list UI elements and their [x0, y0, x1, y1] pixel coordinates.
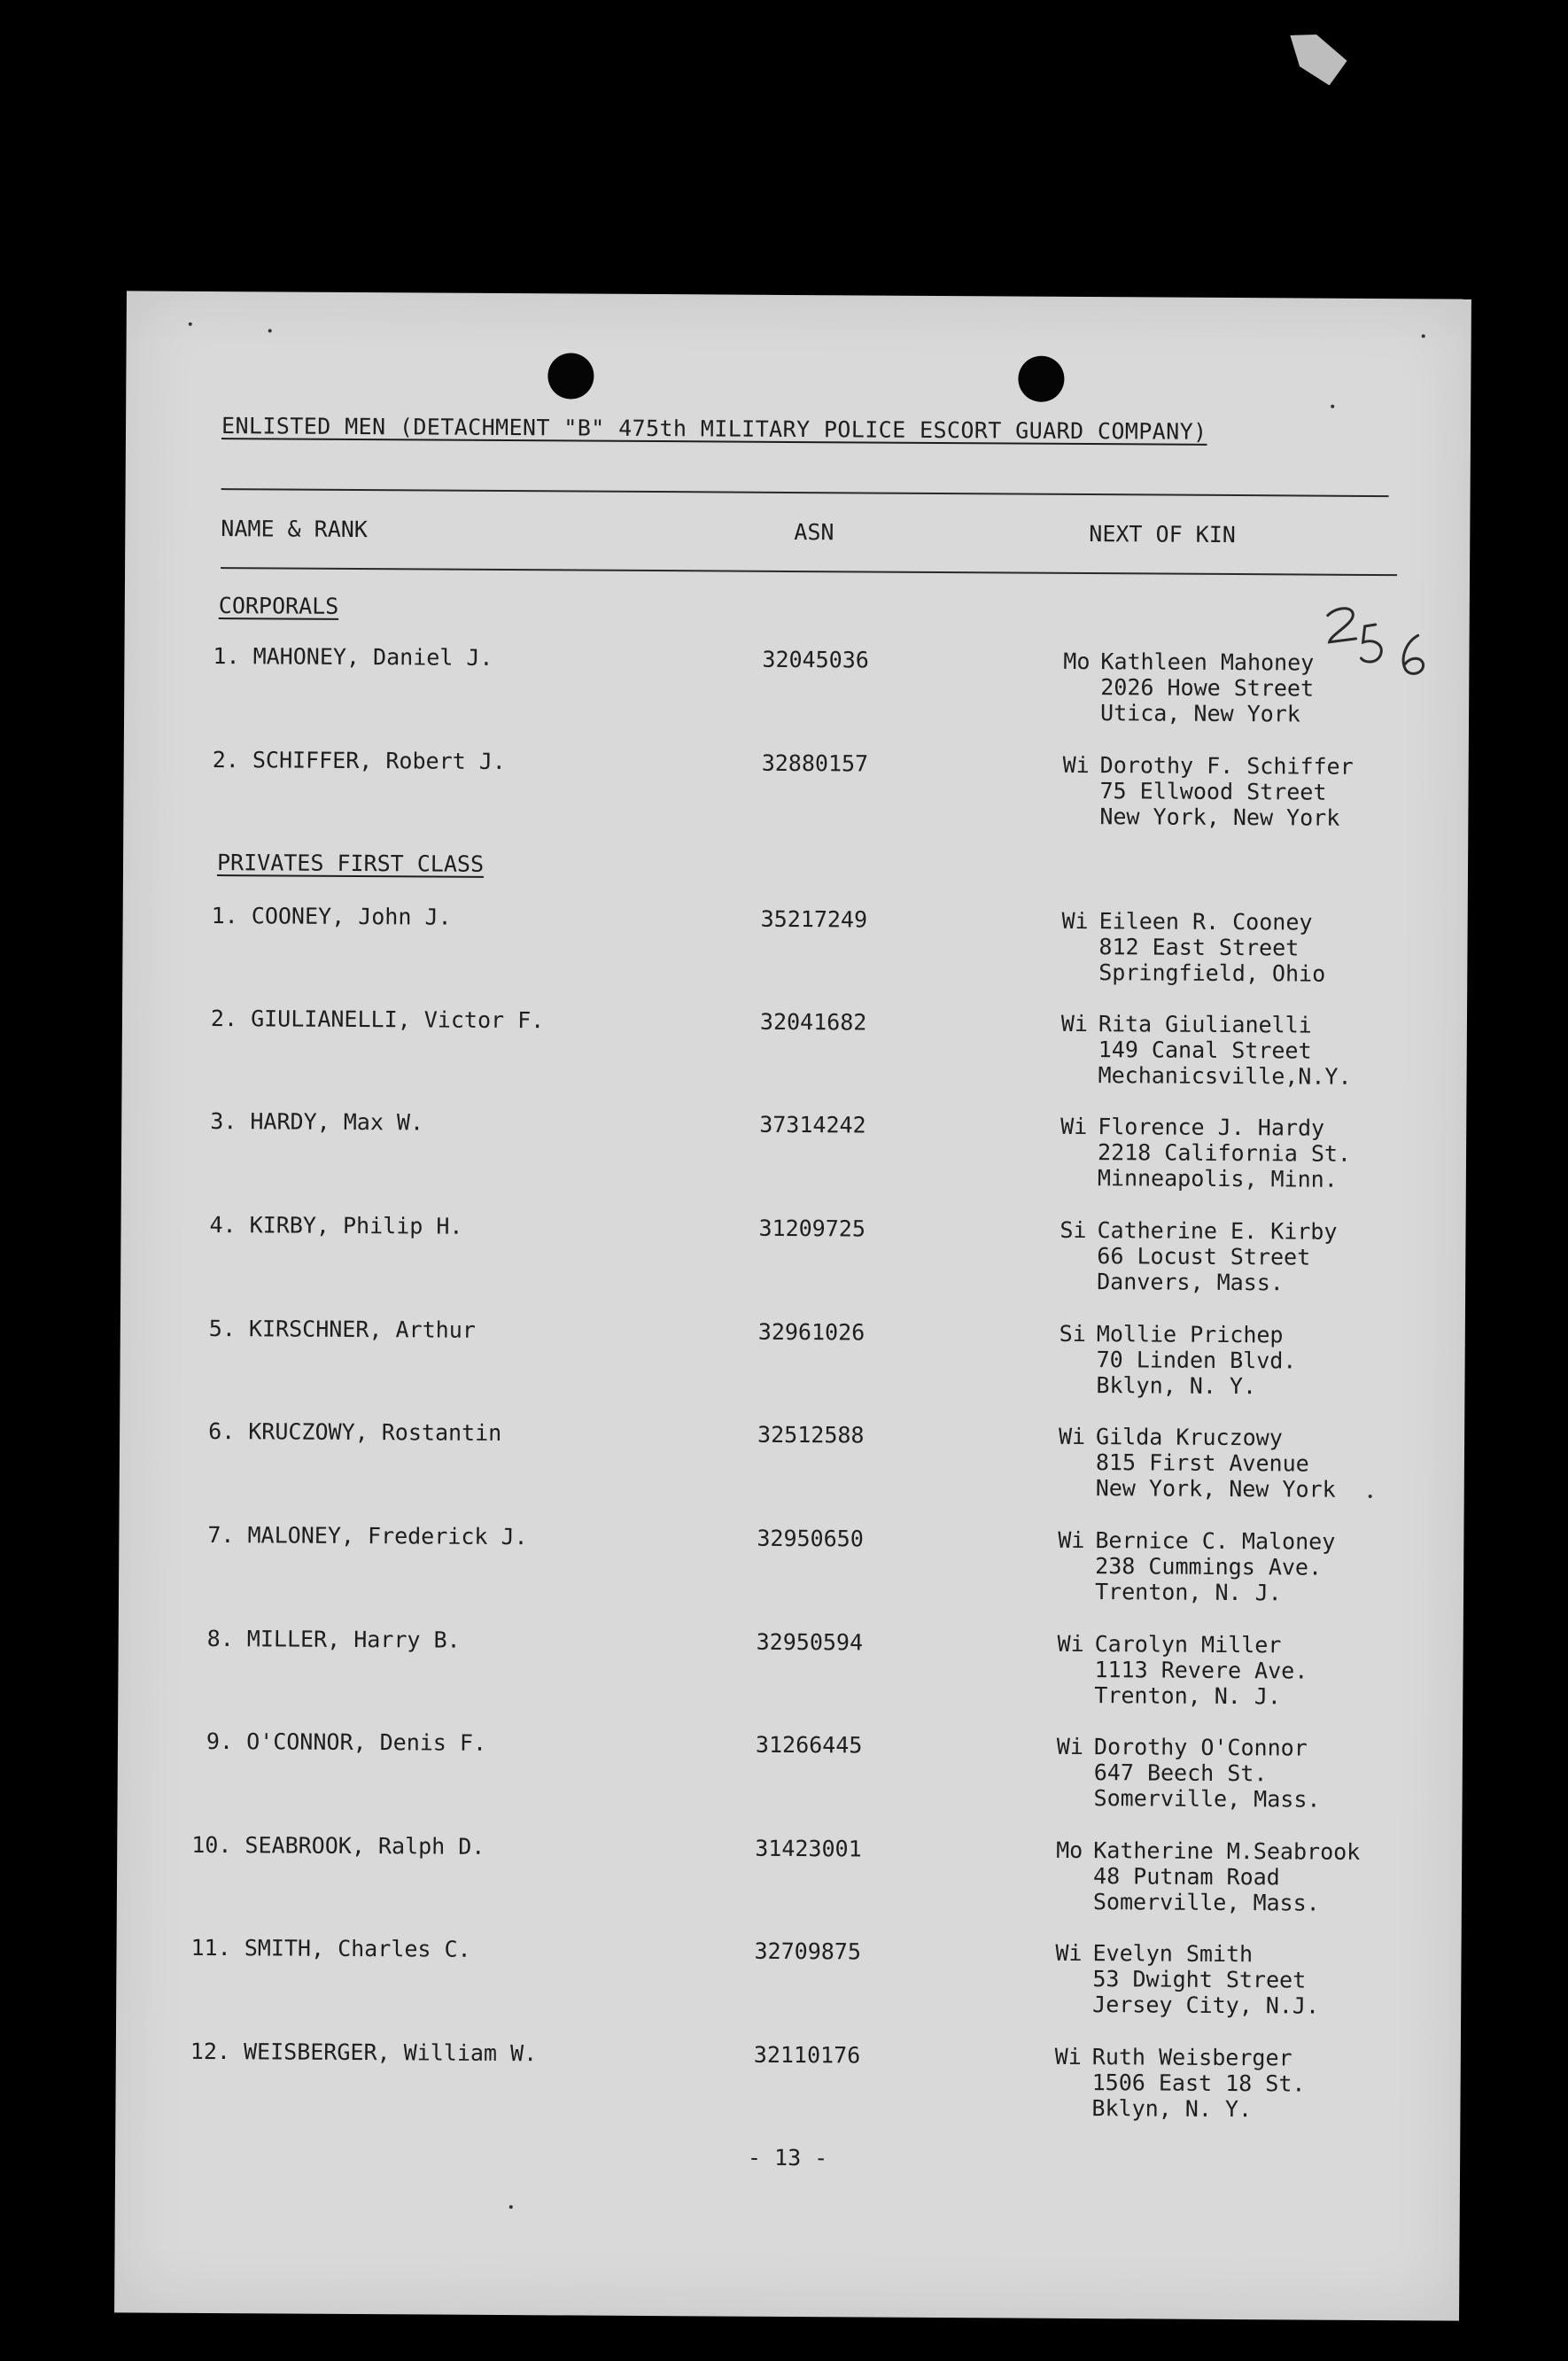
- entry-next-of-kin: [1095, 1527, 1335, 1606]
- kin-street: 2218 California St.: [1097, 1139, 1352, 1167]
- document-page: [114, 291, 1471, 2320]
- kin-street: 1113 Revere Ave.: [1094, 1657, 1308, 1684]
- kin-name: Katherine M.Seabrook: [1093, 1837, 1361, 1865]
- column-header-rule: [221, 567, 1397, 576]
- roster-entry: [118, 1728, 1463, 1815]
- kin-street: 812 East Street: [1098, 934, 1300, 961]
- entry-next-of-kin: [1092, 1940, 1319, 2019]
- kin-city: Trenton, N. J.: [1094, 1579, 1282, 1606]
- entry-asn: 31209725: [758, 1215, 866, 1242]
- entry-relation: Wi: [1060, 1010, 1089, 1037]
- entry-relation: Wi: [1061, 907, 1089, 935]
- entry-asn: 32961026: [757, 1318, 866, 1346]
- entry-name-rank: 8. MILLER, Harry B.: [206, 1625, 461, 1653]
- entry-next-of-kin: [1099, 752, 1354, 831]
- kin-city: Springfield, Ohio: [1098, 959, 1326, 987]
- entry-asn: 32950650: [757, 1525, 864, 1552]
- roster-entry: [116, 1934, 1462, 2022]
- paper-speck: [1331, 405, 1334, 408]
- punch-hole: [547, 353, 594, 399]
- kin-street: 1506 East 18 St.: [1091, 2070, 1306, 2097]
- paper-speck: [268, 329, 272, 332]
- roster-entry: [120, 1211, 1466, 1299]
- entry-asn: 31266445: [755, 1731, 863, 1759]
- kin-city: Trenton, N. J.: [1094, 1682, 1282, 1710]
- kin-street: 238 Cummings Ave.: [1095, 1553, 1323, 1580]
- entry-name-rank: 3. HARDY, Max W.: [210, 1107, 424, 1136]
- kin-name: Evelyn Smith: [1092, 1940, 1254, 1968]
- kin-name: Ruth Weisberger: [1091, 2044, 1292, 2071]
- roster-entry: [119, 1521, 1464, 1609]
- kin-street: 815 First Avenue: [1095, 1449, 1309, 1477]
- kin-street: 66 Locust Street: [1097, 1243, 1311, 1270]
- kin-city: New York, New York: [1099, 804, 1340, 831]
- paper-speck: [1369, 1495, 1372, 1498]
- roster-entry: [118, 1625, 1463, 1713]
- entry-name-rank: 1. COONEY, John J.: [211, 902, 452, 930]
- paper-scrap: [1279, 27, 1352, 88]
- kin-name: Rita Giulianelli: [1098, 1011, 1312, 1038]
- entry-asn: 37314242: [759, 1111, 866, 1138]
- kin-city: Somerville, Mass.: [1093, 1785, 1321, 1813]
- entry-next-of-kin: [1098, 908, 1325, 987]
- entry-relation: Si: [1060, 1216, 1087, 1244]
- section-heading-corporals: CORPORALS: [218, 593, 339, 619]
- entry-name-rank: 6. KRUCZOWY, Rostantin: [208, 1417, 502, 1446]
- column-header-asn: ASN: [794, 518, 834, 546]
- entry-next-of-kin: [1098, 1011, 1353, 1090]
- kin-street: 75 Ellwood Street: [1099, 778, 1327, 805]
- kin-city: Bklyn, N. Y.: [1096, 1372, 1257, 1400]
- roster-entry: [117, 1831, 1463, 1919]
- entry-asn: 32041682: [759, 1008, 867, 1036]
- kin-name: Bernice C. Maloney: [1095, 1527, 1336, 1555]
- roster-entry: [120, 1417, 1465, 1505]
- kin-name: Dorothy F. Schiffer: [1099, 752, 1354, 780]
- entry-next-of-kin: [1100, 648, 1314, 726]
- punch-hole: [1018, 356, 1064, 402]
- entry-name-rank: 12. WEISBERGER, William W.: [190, 2038, 538, 2067]
- entry-asn: 32110176: [753, 2041, 861, 2069]
- entry-relation: Wi: [1062, 751, 1090, 779]
- entry-next-of-kin: [1097, 1217, 1337, 1296]
- column-header-name-rank: NAME & RANK: [221, 516, 369, 543]
- entry-asn: 32880157: [761, 749, 869, 777]
- entry-next-of-kin: [1096, 1321, 1296, 1399]
- kin-street: 70 Linden Blvd.: [1096, 1347, 1297, 1374]
- kin-city: Bklyn, N. Y.: [1091, 2095, 1253, 2123]
- column-header-next-of-kin: NEXT OF KIN: [1089, 521, 1236, 548]
- entry-relation: Wi: [1058, 1423, 1086, 1450]
- kin-street: 48 Putnam Road: [1092, 1863, 1280, 1891]
- section-heading-privates-first-class: PRIVATES FIRST CLASS: [216, 850, 485, 877]
- entry-asn: 31423001: [755, 1835, 862, 1862]
- header-rule: [221, 488, 1389, 497]
- kin-street: 647 Beech St.: [1093, 1759, 1268, 1787]
- entry-name-rank: 5. KIRSCHNER, Arthur: [208, 1315, 476, 1343]
- entry-name-rank: 2. SCHIFFER, Robert J.: [212, 746, 506, 775]
- entry-relation: Mo: [1063, 648, 1091, 675]
- kin-city: Utica, New York: [1100, 700, 1300, 727]
- entry-relation: Wi: [1056, 1733, 1084, 1760]
- kin-street: 53 Dwight Street: [1092, 1966, 1307, 1993]
- kin-street: 2026 Howe Street: [1100, 674, 1315, 702]
- paper-speck: [1422, 334, 1425, 338]
- entry-relation: Mo: [1056, 1837, 1083, 1864]
- kin-city: Danvers, Mass.: [1097, 1269, 1284, 1296]
- entry-next-of-kin: [1094, 1734, 1321, 1813]
- entry-next-of-kin: [1098, 1114, 1352, 1192]
- roster-entry: [120, 1315, 1465, 1402]
- paper-speck: [509, 2205, 513, 2209]
- kin-name: Mollie Prichep: [1096, 1321, 1284, 1348]
- roster-entry: [115, 2038, 1461, 2125]
- kin-city: Minneapolis, Minn.: [1097, 1165, 1338, 1192]
- paper-speck: [189, 322, 192, 326]
- kin-name: Catherine E. Kirby: [1097, 1217, 1338, 1245]
- roster-entry: [122, 1005, 1468, 1092]
- kin-city: Jersey City, N.J.: [1092, 1992, 1320, 2019]
- kin-name: Florence J. Hardy: [1098, 1114, 1325, 1141]
- roster-entry: [123, 746, 1469, 834]
- document-title: ENLISTED MEN (DETACHMENT "B" 475th MILITARY POLICE ESCORT GUARD COMPANY): [221, 413, 1207, 445]
- entry-asn: 35217249: [760, 905, 868, 933]
- entry-relation: Wi: [1058, 1526, 1085, 1554]
- entry-relation: Wi: [1055, 1939, 1083, 1967]
- entry-relation: Wi: [1060, 1113, 1088, 1140]
- entry-name-rank: 7. MALONEY, Frederick J.: [207, 1521, 528, 1550]
- entry-name-rank: 10. SEABROOK, Ralph D.: [191, 1831, 485, 1860]
- kin-name: Kathleen Mahoney: [1100, 648, 1315, 676]
- entry-asn: 32709875: [754, 1938, 862, 1965]
- entry-name-rank: 9. O'CONNOR, Denis F.: [206, 1728, 487, 1756]
- kin-name: Gilda Kruczowy: [1096, 1424, 1283, 1451]
- entry-name-rank: 11. SMITH, Charles C.: [190, 1934, 471, 1962]
- entry-next-of-kin: [1094, 1631, 1308, 1709]
- entry-next-of-kin: [1096, 1424, 1336, 1503]
- kin-street: 149 Canal Street: [1098, 1037, 1312, 1064]
- page-number: - 13 -: [747, 2144, 828, 2171]
- roster-entry: [124, 642, 1470, 730]
- entry-next-of-kin: [1093, 1837, 1361, 1916]
- entry-next-of-kin: [1091, 2044, 1305, 2122]
- kin-name: Eileen R. Cooney: [1098, 908, 1313, 936]
- roster-entry: [121, 1107, 1467, 1195]
- kin-city: New York, New York: [1095, 1475, 1336, 1503]
- kin-city: Somerville, Mass.: [1092, 1889, 1320, 1916]
- roster-entry: [122, 902, 1468, 990]
- entry-asn: 32512588: [757, 1421, 865, 1448]
- entry-name-rank: 1. MAHONEY, Daniel J.: [213, 642, 493, 671]
- kin-name: Carolyn Miller: [1094, 1631, 1282, 1658]
- entry-name-rank: 2. GIULIANELLI, Victor F.: [210, 1005, 545, 1034]
- entry-relation: Wi: [1054, 2043, 1082, 2070]
- kin-name: Dorothy O'Connor: [1093, 1734, 1308, 1761]
- entry-relation: Si: [1059, 1320, 1086, 1347]
- entry-name-rank: 4. KIRBY, Philip H.: [209, 1211, 463, 1239]
- entry-asn: 32045036: [762, 646, 869, 673]
- entry-asn: 32950594: [756, 1628, 864, 1656]
- entry-relation: Wi: [1057, 1630, 1084, 1658]
- kin-city: Mechanicsville,N.Y.: [1098, 1062, 1352, 1090]
